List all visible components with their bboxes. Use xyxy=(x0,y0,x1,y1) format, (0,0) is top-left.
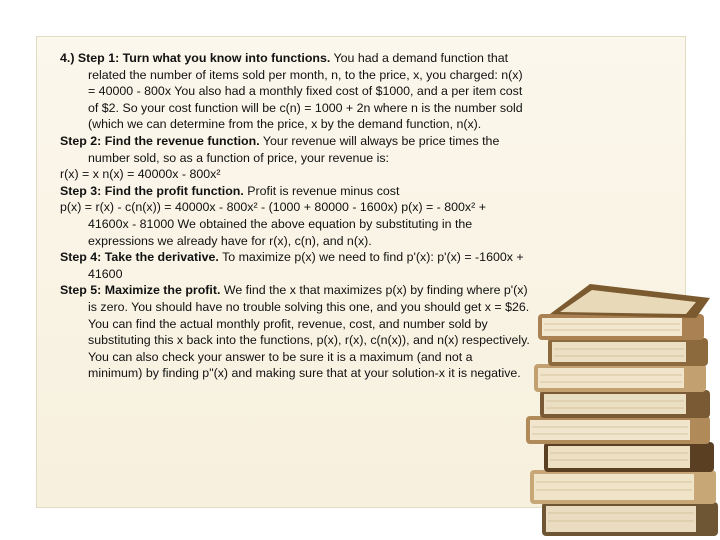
book-stack-image xyxy=(520,270,720,540)
text-block xyxy=(60,50,530,382)
step-1 xyxy=(60,50,530,133)
profit-equation: p(x) = r(x) - c(n(x)) = 40000x - 800x² - (1000 + 80000 - 1600x) p(x) = - 800x² + 41600x - 81000 We obtained the above equation by substituting in the expressions we already have for r(x), c(n), and n(x). xyxy=(60,200,486,248)
book-7 xyxy=(548,338,708,366)
step-2-body: Your revenue will always be price times the number sold, so as a function of price, your revenue is: xyxy=(88,133,500,165)
step-3-heading: Step 3: Find the profit function. xyxy=(60,183,244,198)
book-4 xyxy=(526,416,710,444)
step-1-body: You had a demand function that related the number of items sold per month, n, to the price, x, you charged: n(x) = 40000 - 800x You also had a monthly fixed cost of $1000, and a per item cost of $2. So your cost function will be c(n) = 1000 + 2n where n is the number sold (which we can determine from the price, x by the demand function, n(x). xyxy=(88,51,523,132)
step-4 xyxy=(60,249,530,282)
step-5 xyxy=(60,282,530,382)
book-8 xyxy=(538,314,704,340)
book-1 xyxy=(542,502,718,536)
book-3 xyxy=(544,442,714,472)
step-2 xyxy=(60,133,530,166)
book-5 xyxy=(540,390,710,418)
book-9 xyxy=(550,284,710,318)
step-1-heading: 4.) Step 1: Turn what you know into functions. xyxy=(60,51,331,65)
book-6 xyxy=(534,364,706,392)
book-2 xyxy=(530,470,716,504)
step-2-heading: Step 2: Find the revenue function. xyxy=(60,133,260,148)
step-3-body: Profit is revenue minus cost xyxy=(243,183,400,198)
revenue-equation: r(x) = x n(x) = 40000x - 800x² xyxy=(60,167,221,182)
step-3 xyxy=(60,183,530,200)
step-4-heading: Step 4: Take the derivative. xyxy=(60,250,219,265)
step-5-body: We find the x that maximizes p(x) by finding where p'(x) is zero. You should have no trouble solving this one, and you should get x = $26. You can find the actual monthly profit, revenue, cost, and number sold by substituting this x back into the functions, p(x), r(x), c(n(x)), and n(x) respectively. You can also check your answer to be sure it is a maximum (and not a minimum) by finding p"(x) and making sure that at your solution-x it is negative. xyxy=(88,283,530,381)
step-5-heading: Step 5: Maximize the profit. xyxy=(60,283,221,298)
step-4-body: To maximize p(x) we need to find p'(x): p'(x) = -1600x + 41600 xyxy=(88,250,524,281)
